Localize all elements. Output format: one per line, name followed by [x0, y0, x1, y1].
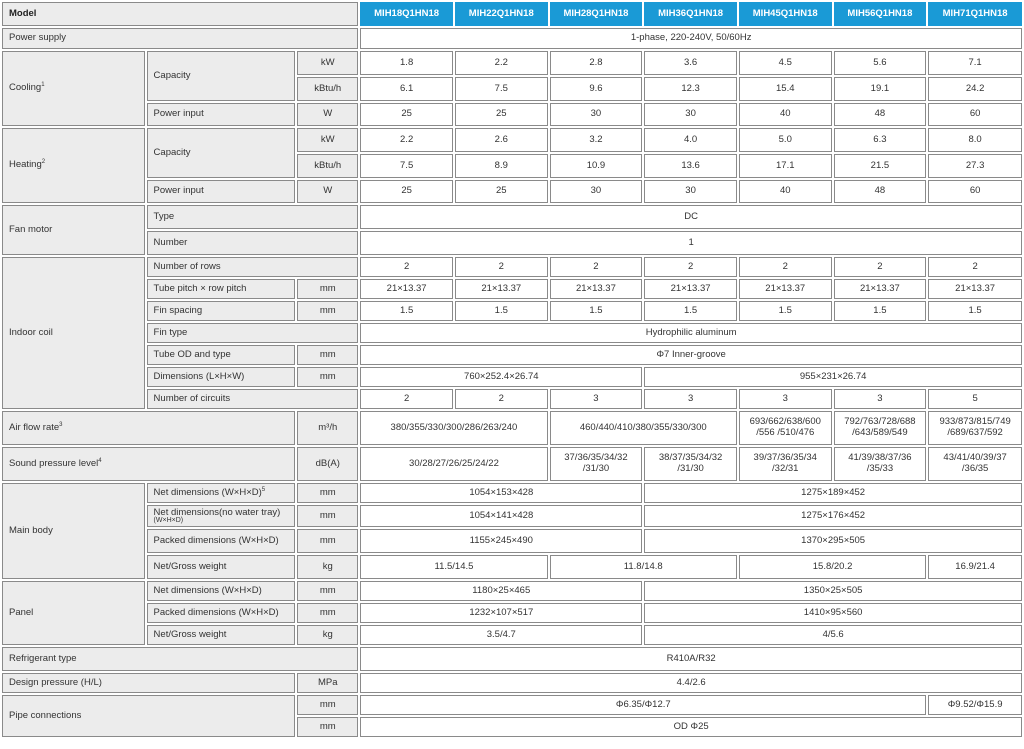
- cell: 15.4: [739, 77, 832, 101]
- cell: 39/37/36/35/34 /32/31: [739, 447, 832, 481]
- cell: 8.0: [928, 128, 1022, 152]
- cell: 792/763/728/688 /643/589/549: [834, 411, 927, 445]
- unit: mm: [297, 717, 358, 737]
- cell: 21×13.37: [834, 279, 927, 299]
- heating-kw-row: [2, 128, 1022, 152]
- footnote-mark: 4: [98, 457, 102, 464]
- cell: 27.3: [928, 154, 1022, 178]
- coil-fin-type-row: [2, 323, 1022, 343]
- cell: 40: [739, 180, 832, 203]
- model-header: MIH45Q1HN18: [739, 2, 832, 26]
- unit: mm: [297, 529, 358, 553]
- cell: 5: [928, 389, 1022, 409]
- pipe-row-1: [2, 695, 1022, 715]
- air-flow-label: Air flow rate$^3$: [2, 411, 295, 445]
- cell: 38/37/35/34/32 /31/30: [644, 447, 737, 481]
- cell: 21.5: [834, 154, 927, 178]
- footnote-mark: 2: [41, 158, 46, 165]
- fan-type-label: Type: [147, 205, 359, 229]
- model-label: Model: [2, 2, 358, 26]
- unit: mm: [297, 367, 358, 387]
- cell: 30: [644, 180, 737, 203]
- cell: 9.6: [550, 77, 643, 101]
- cell: 1.5: [455, 301, 548, 321]
- fan-number-row: [2, 231, 1022, 255]
- header-row: [2, 2, 1022, 26]
- cell: 21×13.37: [360, 279, 453, 299]
- cell: 2: [550, 257, 643, 277]
- cell: 2.8: [550, 51, 643, 75]
- unit: mm: [297, 581, 358, 601]
- cell: 30: [644, 103, 737, 126]
- cell: 1054×153×428: [360, 483, 642, 503]
- fan-number-value: 1: [360, 231, 1022, 255]
- cell: 12.3: [644, 77, 737, 101]
- unit: mm: [297, 695, 358, 715]
- unit: mm: [297, 505, 358, 527]
- unit: mm: [297, 603, 358, 623]
- power-supply-row: [2, 28, 1022, 49]
- cell: 2: [455, 257, 548, 277]
- coil-circuits-row: [2, 389, 1022, 409]
- cell: 30/28/27/26/25/24/22: [360, 447, 547, 481]
- cell: 2: [360, 257, 453, 277]
- body-net-nowater-row: [2, 505, 1022, 527]
- cell: 7.5: [455, 77, 548, 101]
- cell: 19.1: [834, 77, 927, 101]
- coil-dimensions-large: 955×231×26.74: [644, 367, 1022, 387]
- cell: 30: [550, 103, 643, 126]
- cooling-kw-row: [2, 51, 1022, 75]
- refrigerant-row: [2, 647, 1022, 671]
- cooling-power-row: [2, 103, 1022, 126]
- body-weight-row: [2, 555, 1022, 579]
- body-net-nowater-sub: (W×H×D): [153, 517, 184, 525]
- fan-motor-label: Fan motor: [2, 205, 145, 255]
- cell: 1054×141×428: [360, 505, 642, 527]
- unit: kBtu/h: [297, 154, 358, 178]
- cell: 1350×25×505: [644, 581, 1022, 601]
- unit: mm: [297, 301, 358, 321]
- unit: W: [297, 180, 358, 203]
- cell: 2: [739, 257, 832, 277]
- unit: W: [297, 103, 358, 126]
- cell: 30: [550, 180, 643, 203]
- panel-weight-label: Net/Gross weight: [147, 625, 296, 645]
- cell: 43/41/40/39/37 /36/35: [928, 447, 1022, 481]
- panel-packed-label: Packed dimensions (W×H×D): [147, 603, 296, 623]
- cell: 25: [360, 180, 453, 203]
- fan-type-row: [2, 205, 1022, 229]
- cell: 48: [834, 180, 927, 203]
- unit: MPa: [297, 673, 358, 693]
- design-pressure-label: Design pressure (H/L): [2, 673, 295, 693]
- cell: 60: [928, 180, 1022, 203]
- fan-number-label: Number: [147, 231, 359, 255]
- cell: 5.6: [834, 51, 927, 75]
- design-pressure-row: [2, 673, 1022, 693]
- coil-pitch-label: Tube pitch × row pitch: [147, 279, 296, 299]
- cooling-label: Cooling$^1$: [2, 51, 145, 126]
- body-net-row: [2, 483, 1022, 503]
- panel-net-row: [2, 581, 1022, 601]
- heating-power-label: Power input: [147, 180, 296, 203]
- unit: kW: [297, 51, 358, 75]
- cell: 10.9: [550, 154, 643, 178]
- footnote-mark: 3: [59, 421, 63, 428]
- coil-fin-spacing-label: Fin spacing: [147, 301, 296, 321]
- cell: 7.5: [360, 154, 453, 178]
- panel-net-label: Net dimensions (W×H×D): [147, 581, 296, 601]
- cell: Φ6.35/Φ12.7: [360, 695, 926, 715]
- cell: 21×13.37: [550, 279, 643, 299]
- coil-dimensions-small: 760×252.4×26.74: [360, 367, 642, 387]
- cell: 1370×295×505: [644, 529, 1022, 553]
- unit: mm: [297, 279, 358, 299]
- cell: 1275×176×452: [644, 505, 1022, 527]
- coil-fin-type-label: Fin type: [147, 323, 359, 343]
- heating-capacity-label: Capacity: [147, 128, 296, 178]
- cell: 8.9: [455, 154, 548, 178]
- cell: 21×13.37: [928, 279, 1022, 299]
- cell: Φ9.52/Φ15.9: [928, 695, 1022, 715]
- cell: 3: [834, 389, 927, 409]
- power-supply-value: 1-phase, 220-240V, 50/60Hz: [360, 28, 1022, 49]
- unit: kg: [297, 625, 358, 645]
- unit: m³/h: [297, 411, 358, 445]
- cell: 1232×107×517: [360, 603, 642, 623]
- cell: 3: [644, 389, 737, 409]
- coil-fin-type-value: Hydrophilic aluminum: [360, 323, 1022, 343]
- main-body-label: Main body: [2, 483, 145, 579]
- footnote-mark: 1: [41, 81, 45, 88]
- cell: 460/440/410/380/355/330/300: [550, 411, 737, 445]
- coil-pitch-row: [2, 279, 1022, 299]
- cell: 380/355/330/300/286/263/240: [360, 411, 547, 445]
- cell: 1155×245×490: [360, 529, 642, 553]
- cell: 11.8/14.8: [550, 555, 737, 579]
- cell: 5.0: [739, 128, 832, 152]
- cell: 3.6: [644, 51, 737, 75]
- cell: 4.5: [739, 51, 832, 75]
- panel-weight-row: [2, 625, 1022, 645]
- model-header: MIH22Q1HN18: [455, 2, 548, 26]
- coil-dimensions-row: [2, 367, 1022, 387]
- cell: 11.5/14.5: [360, 555, 547, 579]
- model-header: MIH28Q1HN18: [550, 2, 643, 26]
- cell: 1.5: [550, 301, 643, 321]
- model-header: MIH71Q1HN18: [928, 2, 1022, 26]
- cell: 1.5: [739, 301, 832, 321]
- cooling-power-label: Power input: [147, 103, 296, 126]
- unit: mm: [297, 345, 358, 365]
- heating-power-row: [2, 180, 1022, 203]
- cell: 2.6: [455, 128, 548, 152]
- refrigerant-label: Refrigerant type: [2, 647, 358, 671]
- body-packed-label: Packed dimensions (W×H×D): [147, 529, 296, 553]
- cell: 1180×25×465: [360, 581, 642, 601]
- body-net-label: Net dimensions $(W\times H\times D)^5$: [147, 483, 296, 503]
- coil-dimensions-label: Dimensions (L×H×W): [147, 367, 296, 387]
- body-weight-label: Net/Gross weight: [147, 555, 296, 579]
- cell: 1410×95×560: [644, 603, 1022, 623]
- unit: kW: [297, 128, 358, 152]
- indoor-coil-label: Indoor coil: [2, 257, 145, 409]
- cell: 41/39/38/37/36 /35/33: [834, 447, 927, 481]
- cell: 7.1: [928, 51, 1022, 75]
- cell: 1.5: [644, 301, 737, 321]
- cell: 1275×189×452: [644, 483, 1022, 503]
- cell: 2: [455, 389, 548, 409]
- cell: 15.8/20.2: [739, 555, 926, 579]
- fan-type-value: DC: [360, 205, 1022, 229]
- cell: 60: [928, 103, 1022, 126]
- unit: kBtu/h: [297, 77, 358, 101]
- coil-circuits-label: Number of circuits: [147, 389, 359, 409]
- refrigerant-value: R410A/R32: [360, 647, 1022, 671]
- cell: 2: [644, 257, 737, 277]
- design-pressure-value: 4.4/2.6: [360, 673, 1022, 693]
- cell: 6.3: [834, 128, 927, 152]
- panel-label: Panel: [2, 581, 145, 645]
- cell: 4/5.6: [644, 625, 1022, 645]
- model-header: MIH36Q1HN18: [644, 2, 737, 26]
- cell: 17.1: [739, 154, 832, 178]
- pipe-label: Pipe connections: [2, 695, 295, 737]
- unit: mm: [297, 483, 358, 503]
- cell: 1.5: [834, 301, 927, 321]
- cell: 25: [360, 103, 453, 126]
- cell: 25: [455, 180, 548, 203]
- cell: 693/662/638/600 /556 /510/476: [739, 411, 832, 445]
- cell: 2.2: [360, 128, 453, 152]
- cell: OD Φ25: [360, 717, 1022, 737]
- model-header: MIH56Q1HN18: [834, 2, 927, 26]
- body-net-nowater-label: Net dimensions(no water tray) (W×H×D): [147, 505, 296, 527]
- coil-rows-label: Number of rows: [147, 257, 359, 277]
- cell: 21×13.37: [739, 279, 832, 299]
- cell: 37/36/35/34/32 /31/30: [550, 447, 643, 481]
- cell: 40: [739, 103, 832, 126]
- cell: 21×13.37: [644, 279, 737, 299]
- coil-tube-label: Tube OD and type: [147, 345, 296, 365]
- cell: 3: [739, 389, 832, 409]
- cell: 3.5/4.7: [360, 625, 642, 645]
- model-header: MIH18Q1HN18: [360, 2, 453, 26]
- cell: 2: [928, 257, 1022, 277]
- power-supply-label: Power supply: [2, 28, 358, 49]
- footnote-mark: 5: [261, 486, 266, 493]
- unit: dB(A): [297, 447, 358, 481]
- coil-fin-spacing-row: [2, 301, 1022, 321]
- cell: 21×13.37: [455, 279, 548, 299]
- cell: 1.8: [360, 51, 453, 75]
- unit: kg: [297, 555, 358, 579]
- air-flow-row: [2, 411, 1022, 445]
- cell: 2.2: [455, 51, 548, 75]
- cell: 3.2: [550, 128, 643, 152]
- coil-tube-value: Φ7 Inner-groove: [360, 345, 1022, 365]
- cell: 48: [834, 103, 927, 126]
- cell: 4.0: [644, 128, 737, 152]
- cooling-capacity-label: Capacity: [147, 51, 296, 101]
- cell: 2: [834, 257, 927, 277]
- body-packed-row: [2, 529, 1022, 553]
- cell: 13.6: [644, 154, 737, 178]
- panel-packed-row: [2, 603, 1022, 623]
- cell: 1.5: [928, 301, 1022, 321]
- cell: 16.9/21.4: [928, 555, 1022, 579]
- cell: 1.5: [360, 301, 453, 321]
- cell: 6.1: [360, 77, 453, 101]
- coil-rows-row: [2, 257, 1022, 277]
- coil-tube-row: [2, 345, 1022, 365]
- heating-label: Heating$^2$: [2, 128, 145, 203]
- sound-row: [2, 447, 1022, 481]
- cell: 24.2: [928, 77, 1022, 101]
- sound-label: Sound pressure level$^4$: [2, 447, 295, 481]
- cell: 25: [455, 103, 548, 126]
- cell: 933/873/815/749 /689/637/592: [928, 411, 1022, 445]
- cell: 3: [550, 389, 643, 409]
- cell: 2: [360, 389, 453, 409]
